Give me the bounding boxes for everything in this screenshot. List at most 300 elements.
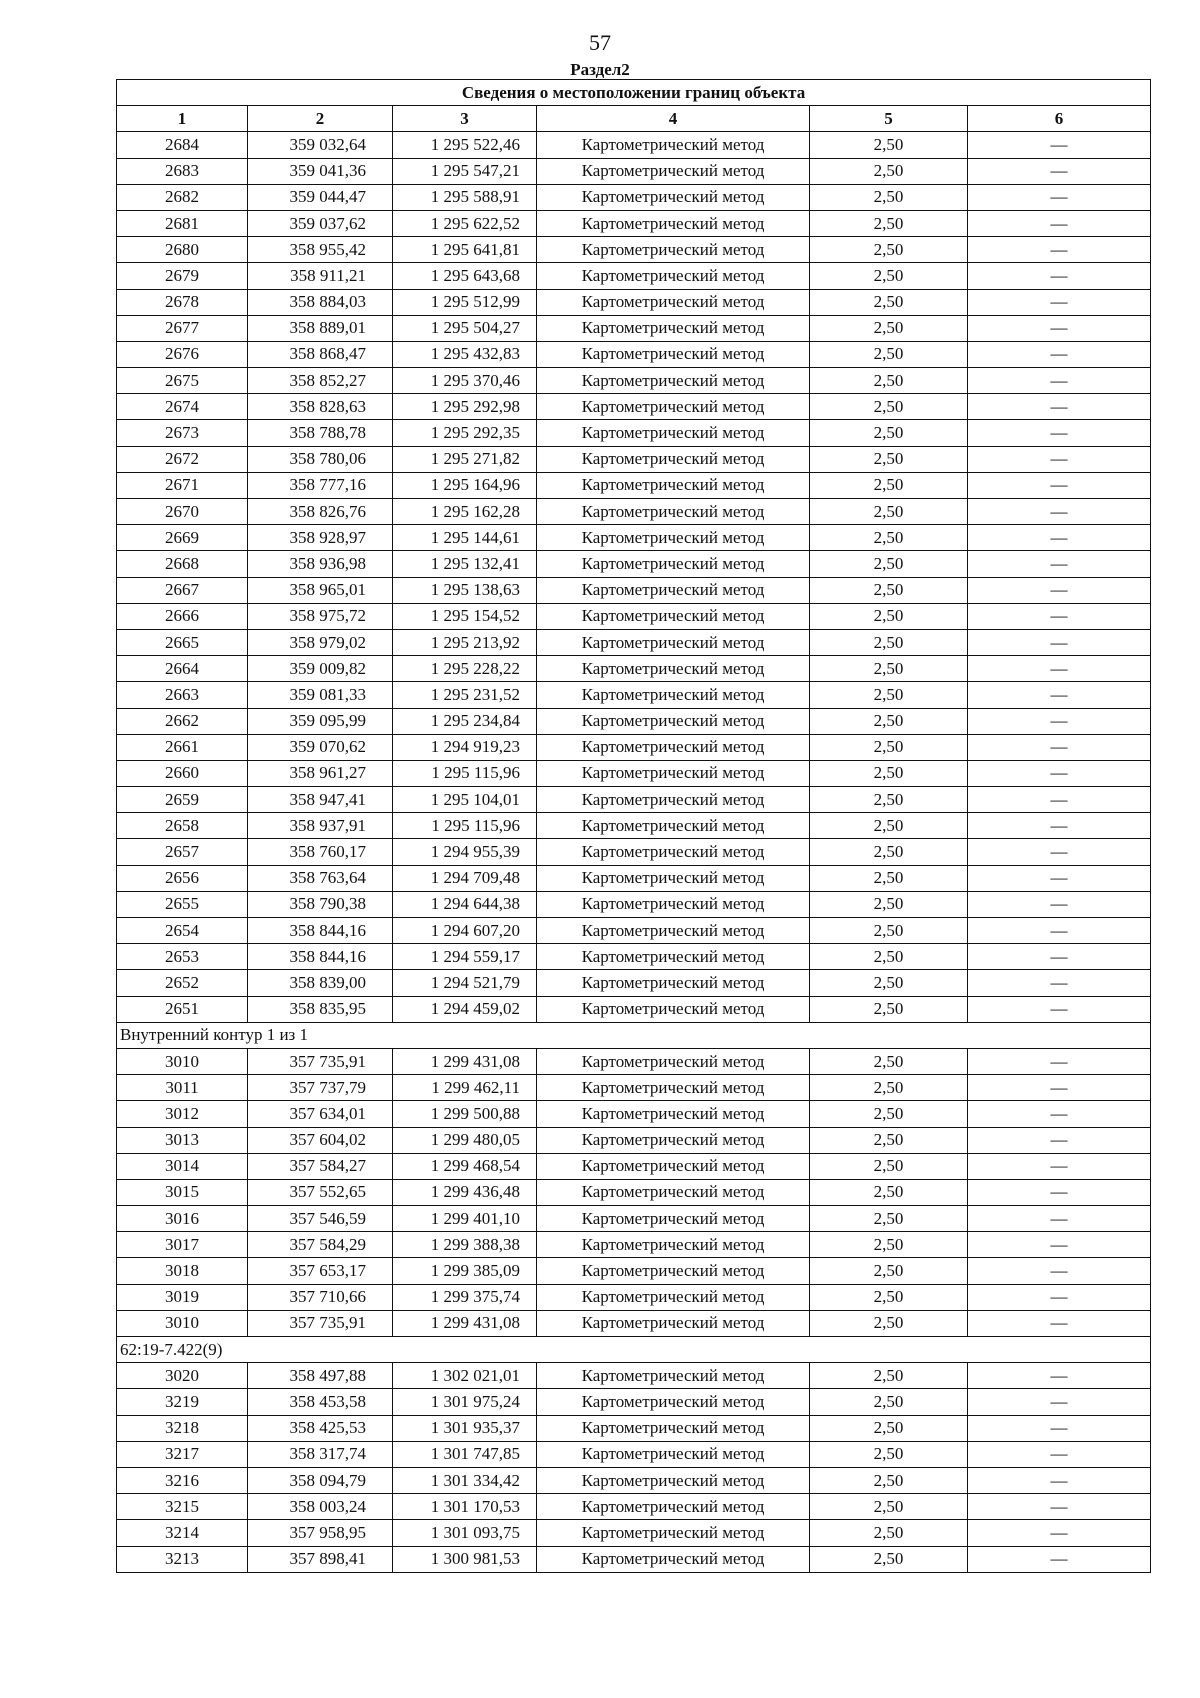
y-coordinate-cell: 1 294 559,17 [393, 944, 537, 970]
x-coordinate-cell: 357 710,66 [248, 1284, 393, 1310]
x-coordinate-cell: 358 788,78 [248, 420, 393, 446]
x-coordinate-cell: 358 094,79 [248, 1467, 393, 1493]
y-coordinate-cell: 1 294 459,02 [393, 996, 537, 1022]
description-cell: — [968, 132, 1151, 158]
x-coordinate-cell: 358 763,64 [248, 865, 393, 891]
description-cell: — [968, 996, 1151, 1022]
contour-row [117, 1337, 1151, 1363]
x-coordinate-cell: 358 979,02 [248, 629, 393, 655]
accuracy-cell: 2,50 [810, 394, 968, 420]
method-cell: Картометрический метод [537, 1284, 810, 1310]
y-coordinate-cell: 1 301 975,24 [393, 1389, 537, 1415]
description-cell: — [968, 970, 1151, 996]
description-cell: — [968, 1127, 1151, 1153]
method-cell: Картометрический метод [537, 1153, 810, 1179]
point-number-cell: 2653 [117, 944, 248, 970]
accuracy-cell: 2,50 [810, 1441, 968, 1467]
y-coordinate-cell: 1 301 093,75 [393, 1520, 537, 1546]
y-coordinate-cell: 1 299 431,08 [393, 1048, 537, 1074]
point-number-cell: 2674 [117, 394, 248, 420]
point-number-cell: 2670 [117, 499, 248, 525]
point-number-cell: 2661 [117, 734, 248, 760]
y-coordinate-cell: 1 295 547,21 [393, 158, 537, 184]
y-coordinate-cell: 1 299 500,88 [393, 1101, 537, 1127]
table-row [117, 1101, 1151, 1127]
x-coordinate-cell: 358 828,63 [248, 394, 393, 420]
accuracy-cell: 2,50 [810, 1127, 968, 1153]
accuracy-cell: 2,50 [810, 1101, 968, 1127]
x-coordinate-cell: 358 868,47 [248, 341, 393, 367]
table-row [117, 970, 1151, 996]
y-coordinate-cell: 1 294 521,79 [393, 970, 537, 996]
point-number-cell: 2672 [117, 446, 248, 472]
description-cell: — [968, 865, 1151, 891]
accuracy-cell: 2,50 [810, 970, 968, 996]
method-cell: Картометрический метод [537, 708, 810, 734]
method-cell: Картометрический метод [537, 525, 810, 551]
y-coordinate-cell: 1 301 935,37 [393, 1415, 537, 1441]
accuracy-cell: 2,50 [810, 577, 968, 603]
point-number-cell: 2657 [117, 839, 248, 865]
point-number-cell: 3013 [117, 1127, 248, 1153]
table-row [117, 603, 1151, 629]
method-cell: Картометрический метод [537, 1101, 810, 1127]
accuracy-cell: 2,50 [810, 944, 968, 970]
method-cell: Картометрический метод [537, 368, 810, 394]
y-coordinate-cell: 1 302 021,01 [393, 1363, 537, 1389]
point-number-cell: 2651 [117, 996, 248, 1022]
y-coordinate-cell: 1 300 981,53 [393, 1546, 537, 1572]
description-cell: — [968, 1101, 1151, 1127]
x-coordinate-cell: 358 852,27 [248, 368, 393, 394]
x-coordinate-cell: 357 584,27 [248, 1153, 393, 1179]
table-caption-row [117, 80, 1151, 106]
point-number-cell: 2677 [117, 315, 248, 341]
table-row [117, 944, 1151, 970]
point-number-cell: 3213 [117, 1546, 248, 1572]
y-coordinate-cell: 1 301 334,42 [393, 1467, 537, 1493]
y-coordinate-cell: 1 295 164,96 [393, 472, 537, 498]
table-row [117, 1363, 1151, 1389]
description-cell: — [968, 1415, 1151, 1441]
point-number-cell: 3219 [117, 1389, 248, 1415]
column-header-6: 6 [968, 106, 1151, 132]
description-cell: — [968, 1153, 1151, 1179]
method-cell: Картометрический метод [537, 1179, 810, 1205]
accuracy-cell: 2,50 [810, 551, 968, 577]
accuracy-cell: 2,50 [810, 1206, 968, 1232]
description-cell: — [968, 1389, 1151, 1415]
table-row [117, 1389, 1151, 1415]
point-number-cell: 3014 [117, 1153, 248, 1179]
y-coordinate-cell: 1 299 385,09 [393, 1258, 537, 1284]
method-cell: Картометрический метод [537, 158, 810, 184]
point-number-cell: 2673 [117, 420, 248, 446]
y-coordinate-cell: 1 295 104,01 [393, 787, 537, 813]
table-row [117, 499, 1151, 525]
y-coordinate-cell: 1 295 115,96 [393, 813, 537, 839]
accuracy-cell: 2,50 [810, 1415, 968, 1441]
y-coordinate-cell: 1 299 401,10 [393, 1206, 537, 1232]
description-cell: — [968, 787, 1151, 813]
table-row [117, 577, 1151, 603]
column-header-2: 2 [248, 106, 393, 132]
description-cell: — [968, 184, 1151, 210]
accuracy-cell: 2,50 [810, 1048, 968, 1074]
method-cell: Картометрический метод [537, 656, 810, 682]
description-cell: — [968, 813, 1151, 839]
point-number-cell: 2671 [117, 472, 248, 498]
x-coordinate-cell: 358 425,53 [248, 1415, 393, 1441]
point-number-cell: 2678 [117, 289, 248, 315]
table-row [117, 918, 1151, 944]
table-row [117, 446, 1151, 472]
description-cell: — [968, 1232, 1151, 1258]
description-cell: — [968, 237, 1151, 263]
accuracy-cell: 2,50 [810, 446, 968, 472]
page-number: 57 [589, 30, 611, 55]
table-caption: Сведения о местоположении границ объекта [117, 80, 1151, 106]
accuracy-cell: 2,50 [810, 420, 968, 446]
point-number-cell: 2675 [117, 368, 248, 394]
y-coordinate-cell: 1 295 228,22 [393, 656, 537, 682]
table-row [117, 420, 1151, 446]
y-coordinate-cell: 1 295 370,46 [393, 368, 537, 394]
method-cell: Картометрический метод [537, 1494, 810, 1520]
accuracy-cell: 2,50 [810, 472, 968, 498]
description-cell: — [968, 1048, 1151, 1074]
y-coordinate-cell: 1 295 622,52 [393, 210, 537, 236]
accuracy-cell: 2,50 [810, 813, 968, 839]
column-header-1: 1 [117, 106, 248, 132]
point-number-cell: 3012 [117, 1101, 248, 1127]
method-cell: Картометрический метод [537, 1206, 810, 1232]
x-coordinate-cell: 357 735,91 [248, 1048, 393, 1074]
method-cell: Картометрический метод [537, 446, 810, 472]
x-coordinate-cell: 359 037,62 [248, 210, 393, 236]
table-row [117, 472, 1151, 498]
accuracy-cell: 2,50 [810, 525, 968, 551]
accuracy-cell: 2,50 [810, 1467, 968, 1493]
table-row [117, 760, 1151, 786]
description-cell: — [968, 1179, 1151, 1205]
table-row [117, 341, 1151, 367]
description-cell: — [968, 656, 1151, 682]
contour-row [117, 1022, 1151, 1048]
table-row [117, 865, 1151, 891]
column-header-4: 4 [537, 106, 810, 132]
point-number-cell: 2680 [117, 237, 248, 263]
accuracy-cell: 2,50 [810, 1546, 968, 1572]
accuracy-cell: 2,50 [810, 996, 968, 1022]
table-row [117, 1310, 1151, 1336]
point-number-cell: 3011 [117, 1075, 248, 1101]
method-cell: Картометрический метод [537, 1232, 810, 1258]
table-row [117, 1206, 1151, 1232]
x-coordinate-cell: 358 839,00 [248, 970, 393, 996]
method-cell: Картометрический метод [537, 1048, 810, 1074]
accuracy-cell: 2,50 [810, 184, 968, 210]
method-cell: Картометрический метод [537, 813, 810, 839]
y-coordinate-cell: 1 295 643,68 [393, 263, 537, 289]
description-cell: — [968, 760, 1151, 786]
y-coordinate-cell: 1 295 213,92 [393, 629, 537, 655]
accuracy-cell: 2,50 [810, 263, 968, 289]
point-number-cell: 2667 [117, 577, 248, 603]
point-number-cell: 3217 [117, 1441, 248, 1467]
x-coordinate-cell: 359 009,82 [248, 656, 393, 682]
x-coordinate-cell: 357 898,41 [248, 1546, 393, 1572]
table-row [117, 1546, 1151, 1572]
description-cell: — [968, 446, 1151, 472]
description-cell: — [968, 944, 1151, 970]
description-cell: — [968, 551, 1151, 577]
y-coordinate-cell: 1 295 292,98 [393, 394, 537, 420]
x-coordinate-cell: 358 936,98 [248, 551, 393, 577]
table-row [117, 394, 1151, 420]
accuracy-cell: 2,50 [810, 1494, 968, 1520]
y-coordinate-cell: 1 295 432,83 [393, 341, 537, 367]
point-number-cell: 2656 [117, 865, 248, 891]
y-coordinate-cell: 1 295 115,96 [393, 760, 537, 786]
column-header-3: 3 [393, 106, 537, 132]
x-coordinate-cell: 358 844,16 [248, 944, 393, 970]
y-coordinate-cell: 1 294 919,23 [393, 734, 537, 760]
description-cell: — [968, 1075, 1151, 1101]
accuracy-cell: 2,50 [810, 734, 968, 760]
table-row [117, 891, 1151, 917]
description-cell: — [968, 315, 1151, 341]
method-cell: Картометрический метод [537, 682, 810, 708]
x-coordinate-cell: 359 044,47 [248, 184, 393, 210]
x-coordinate-cell: 358 453,58 [248, 1389, 393, 1415]
method-cell: Картометрический метод [537, 1441, 810, 1467]
method-cell: Картометрический метод [537, 577, 810, 603]
accuracy-cell: 2,50 [810, 918, 968, 944]
accuracy-cell: 2,50 [810, 132, 968, 158]
table-row [117, 551, 1151, 577]
boundary-table [116, 79, 1151, 1573]
x-coordinate-cell: 359 041,36 [248, 158, 393, 184]
accuracy-cell: 2,50 [810, 1075, 968, 1101]
table-row [117, 1232, 1151, 1258]
accuracy-cell: 2,50 [810, 1389, 968, 1415]
accuracy-cell: 2,50 [810, 629, 968, 655]
method-cell: Картометрический метод [537, 1127, 810, 1153]
table-row [117, 1179, 1151, 1205]
point-number-cell: 2652 [117, 970, 248, 996]
x-coordinate-cell: 358 884,03 [248, 289, 393, 315]
x-coordinate-cell: 358 937,91 [248, 813, 393, 839]
accuracy-cell: 2,50 [810, 603, 968, 629]
x-coordinate-cell: 357 735,91 [248, 1310, 393, 1336]
description-cell: — [968, 1546, 1151, 1572]
table-row [117, 368, 1151, 394]
description-cell: — [968, 158, 1151, 184]
point-number-cell: 3215 [117, 1494, 248, 1520]
point-number-cell: 2681 [117, 210, 248, 236]
table-row [117, 263, 1151, 289]
method-cell: Картометрический метод [537, 1415, 810, 1441]
description-cell: — [968, 734, 1151, 760]
y-coordinate-cell: 1 299 388,38 [393, 1232, 537, 1258]
point-number-cell: 3018 [117, 1258, 248, 1284]
point-number-cell: 2663 [117, 682, 248, 708]
accuracy-cell: 2,50 [810, 656, 968, 682]
y-coordinate-cell: 1 295 641,81 [393, 237, 537, 263]
table-body [117, 132, 1151, 1572]
y-coordinate-cell: 1 295 144,61 [393, 525, 537, 551]
method-cell: Картометрический метод [537, 210, 810, 236]
table-row [117, 1467, 1151, 1493]
x-coordinate-cell: 357 604,02 [248, 1127, 393, 1153]
method-cell: Картометрический метод [537, 289, 810, 315]
description-cell: — [968, 341, 1151, 367]
method-cell: Картометрический метод [537, 1258, 810, 1284]
x-coordinate-cell: 359 081,33 [248, 682, 393, 708]
x-coordinate-cell: 358 777,16 [248, 472, 393, 498]
method-cell: Картометрический метод [537, 184, 810, 210]
table-row [117, 787, 1151, 813]
table-row [117, 158, 1151, 184]
method-cell: Картометрический метод [537, 263, 810, 289]
x-coordinate-cell: 358 826,76 [248, 499, 393, 525]
point-number-cell: 2659 [117, 787, 248, 813]
description-cell: — [968, 1206, 1151, 1232]
point-number-cell: 3016 [117, 1206, 248, 1232]
table-row [117, 734, 1151, 760]
y-coordinate-cell: 1 295 138,63 [393, 577, 537, 603]
x-coordinate-cell: 358 790,38 [248, 891, 393, 917]
point-number-cell: 2665 [117, 629, 248, 655]
method-cell: Картометрический метод [537, 918, 810, 944]
accuracy-cell: 2,50 [810, 1310, 968, 1336]
x-coordinate-cell: 359 032,64 [248, 132, 393, 158]
method-cell: Картометрический метод [537, 1075, 810, 1101]
method-cell: Картометрический метод [537, 734, 810, 760]
method-cell: Картометрический метод [537, 341, 810, 367]
y-coordinate-cell: 1 301 747,85 [393, 1441, 537, 1467]
x-coordinate-cell: 358 780,06 [248, 446, 393, 472]
point-number-cell: 2662 [117, 708, 248, 734]
method-cell: Картометрический метод [537, 629, 810, 655]
method-cell: Картометрический метод [537, 315, 810, 341]
x-coordinate-cell: 358 928,97 [248, 525, 393, 551]
y-coordinate-cell: 1 295 231,52 [393, 682, 537, 708]
table-row [117, 1075, 1151, 1101]
description-cell: — [968, 1284, 1151, 1310]
accuracy-cell: 2,50 [810, 368, 968, 394]
point-number-cell: 2655 [117, 891, 248, 917]
method-cell: Картометрический метод [537, 944, 810, 970]
accuracy-cell: 2,50 [810, 708, 968, 734]
description-cell: — [968, 472, 1151, 498]
table-row [117, 839, 1151, 865]
x-coordinate-cell: 358 955,42 [248, 237, 393, 263]
y-coordinate-cell: 1 299 462,11 [393, 1075, 537, 1101]
accuracy-cell: 2,50 [810, 760, 968, 786]
method-cell: Картометрический метод [537, 420, 810, 446]
point-number-cell: 2676 [117, 341, 248, 367]
x-coordinate-cell: 358 889,01 [248, 315, 393, 341]
description-cell: — [968, 708, 1151, 734]
y-coordinate-cell: 1 299 436,48 [393, 1179, 537, 1205]
method-cell: Картометрический метод [537, 237, 810, 263]
point-number-cell: 3015 [117, 1179, 248, 1205]
accuracy-cell: 2,50 [810, 1153, 968, 1179]
table-row [117, 1153, 1151, 1179]
x-coordinate-cell: 357 653,17 [248, 1258, 393, 1284]
y-coordinate-cell: 1 295 234,84 [393, 708, 537, 734]
x-coordinate-cell: 358 965,01 [248, 577, 393, 603]
x-coordinate-cell: 357 552,65 [248, 1179, 393, 1205]
accuracy-cell: 2,50 [810, 865, 968, 891]
description-cell: — [968, 603, 1151, 629]
accuracy-cell: 2,50 [810, 839, 968, 865]
description-cell: — [968, 1310, 1151, 1336]
accuracy-cell: 2,50 [810, 1363, 968, 1389]
point-number-cell: 3218 [117, 1415, 248, 1441]
x-coordinate-cell: 358 003,24 [248, 1494, 393, 1520]
method-cell: Картометрический метод [537, 839, 810, 865]
table-row [117, 1127, 1151, 1153]
description-cell: — [968, 263, 1151, 289]
description-cell: — [968, 1363, 1151, 1389]
x-coordinate-cell: 358 844,16 [248, 918, 393, 944]
x-coordinate-cell: 357 634,01 [248, 1101, 393, 1127]
method-cell: Картометрический метод [537, 603, 810, 629]
accuracy-cell: 2,50 [810, 1232, 968, 1258]
method-cell: Картометрический метод [537, 472, 810, 498]
accuracy-cell: 2,50 [810, 1284, 968, 1310]
method-cell: Картометрический метод [537, 499, 810, 525]
y-coordinate-cell: 1 299 468,54 [393, 1153, 537, 1179]
table-row [117, 525, 1151, 551]
y-coordinate-cell: 1 295 512,99 [393, 289, 537, 315]
table-row [117, 1415, 1151, 1441]
table-row [117, 629, 1151, 655]
table-row [117, 682, 1151, 708]
x-coordinate-cell: 358 760,17 [248, 839, 393, 865]
table-row [117, 656, 1151, 682]
point-number-cell: 3214 [117, 1520, 248, 1546]
accuracy-cell: 2,50 [810, 499, 968, 525]
table-row [117, 289, 1151, 315]
table-row [117, 1520, 1151, 1546]
description-cell: — [968, 629, 1151, 655]
x-coordinate-cell: 358 317,74 [248, 1441, 393, 1467]
x-coordinate-cell: 358 835,95 [248, 996, 393, 1022]
point-number-cell: 3019 [117, 1284, 248, 1310]
accuracy-cell: 2,50 [810, 1179, 968, 1205]
point-number-cell: 3020 [117, 1363, 248, 1389]
accuracy-cell: 2,50 [810, 158, 968, 184]
table-row [117, 1494, 1151, 1520]
method-cell: Картометрический метод [537, 1310, 810, 1336]
y-coordinate-cell: 1 295 132,41 [393, 551, 537, 577]
method-cell: Картометрический метод [537, 394, 810, 420]
x-coordinate-cell: 357 546,59 [248, 1206, 393, 1232]
description-cell: — [968, 289, 1151, 315]
table-row [117, 237, 1151, 263]
description-cell: — [968, 394, 1151, 420]
table-row [117, 132, 1151, 158]
column-header-5: 5 [810, 106, 968, 132]
point-number-cell: 2664 [117, 656, 248, 682]
y-coordinate-cell: 1 295 588,91 [393, 184, 537, 210]
point-number-cell: 3216 [117, 1467, 248, 1493]
x-coordinate-cell: 358 497,88 [248, 1363, 393, 1389]
